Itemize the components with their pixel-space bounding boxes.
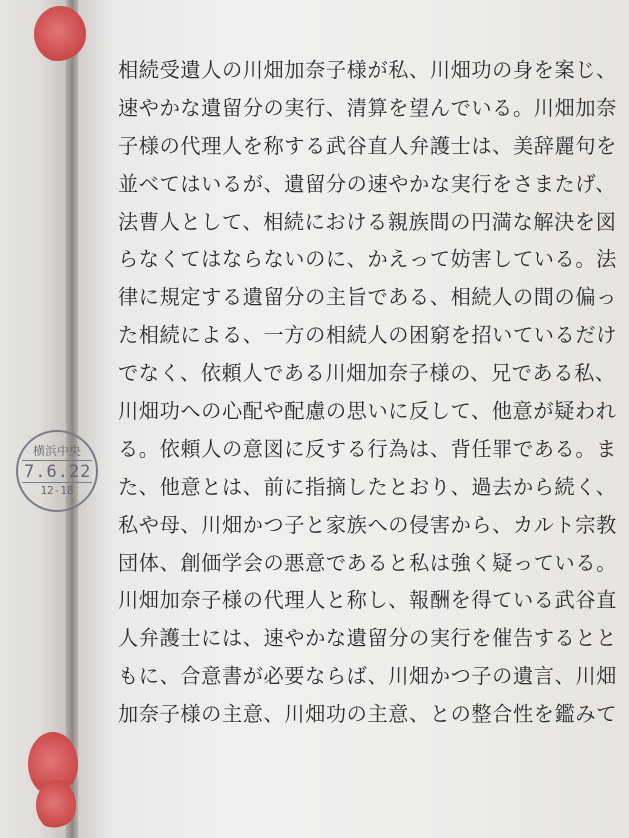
text-line: 法曹人として、相続における親族間の円満な解決を図 — [118, 209, 617, 234]
text-line: 私や母、川畑かつ子と家族への侵害から、カルト宗教 — [118, 512, 617, 537]
text-line: もに、合意書が必要ならば、川畑かつ子の遺言、川畑 — [118, 664, 617, 689]
text-line: 速やかな遺留分の実行、清算を望んでいる。川畑加奈 — [118, 95, 617, 120]
text-line: 並べてはいるが、遺留分の速やかな実行をさまたげ、 — [118, 171, 617, 196]
postmark-divider — [22, 460, 92, 461]
text-line: 加奈子様の主意、川畑功の主意、との整合性を鑑みて — [118, 702, 617, 727]
postmark-office: 横浜中央 — [32, 444, 81, 458]
text-line: る。依頼人の意図に反する行為は、背任罪である。ま — [118, 436, 617, 461]
postmark-time: 12-18 — [40, 484, 74, 497]
text-line: た、他意とは、前に指摘したとおり、過去から続く、 — [118, 474, 617, 499]
text-line: 団体、創価学会の悪意であると私は強く疑っている。 — [118, 550, 617, 575]
text-line: た相続による、一方の相続人の困窮を招いているだけ — [118, 323, 617, 348]
text-line: 川畑加奈子様の代理人と称し、報酬を得ている武谷直 — [118, 588, 617, 613]
text-line: 川畑功への心配や配慮の思いに反して、他意が疑われ — [118, 399, 617, 424]
text-line: 律に規定する遺留分の主旨である、相続人の間の偏っ — [118, 285, 617, 310]
text-line: 相続受遺人の川畑加奈子様が私、川畑功の身を案じ、 — [118, 58, 617, 82]
red-seal-stamp-icon — [34, 6, 86, 62]
postmark-stamp — [16, 430, 98, 512]
text-line: 子様の代理人を称する武谷直人弁護士は、美辞麗句を — [118, 133, 617, 158]
postmark-date: 7.6.22 — [24, 462, 92, 482]
document-body — [118, 52, 618, 734]
postmark-divider — [22, 482, 92, 483]
text-line: でなく、依頼人である川畑加奈子様の、兄である私、 — [118, 361, 616, 386]
red-seal-stamp-icon — [36, 780, 76, 830]
text-line: らなくてはならないのに、かえって妨害している。法 — [118, 247, 617, 272]
text-line: 人弁護士には、速やかな遺留分の実行を催告するとと — [118, 626, 617, 651]
left-page — [0, 0, 74, 838]
